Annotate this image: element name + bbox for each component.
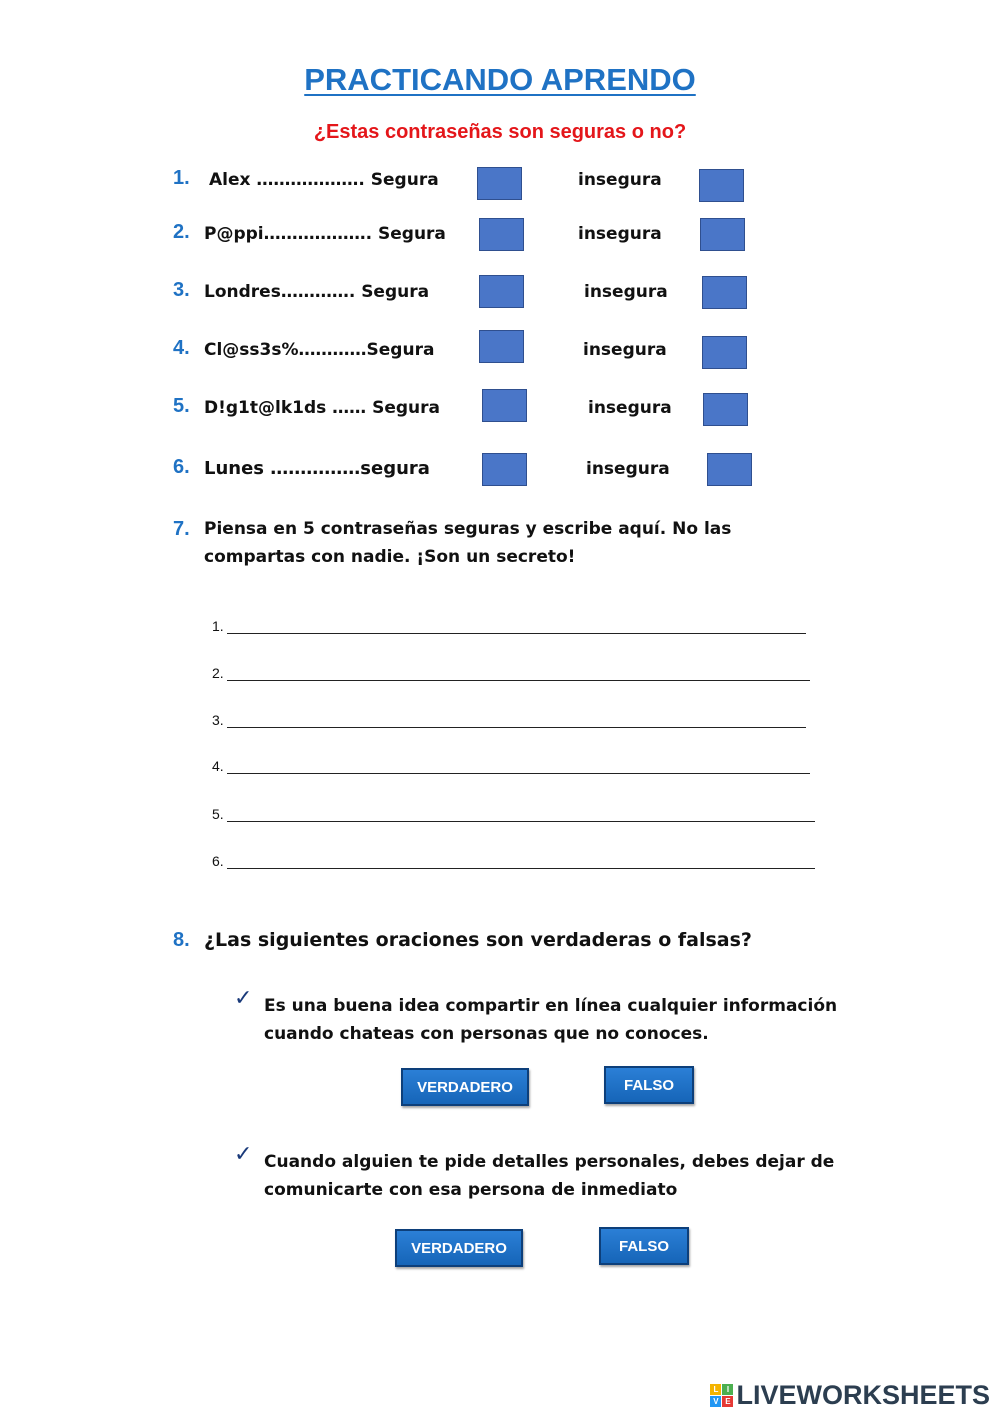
checkmark-icon: ✓ — [234, 1142, 253, 1167]
statement-2-line1: Cuando alguien te pide detalles personales, debes dejar de — [264, 1152, 835, 1172]
insecure-label: insegura — [584, 282, 668, 302]
page-title: PRACTICANDO APRENDO — [304, 62, 696, 97]
statement-2-line2: comunicarte con esa persona de inmediato — [264, 1180, 678, 1200]
question-7-line1: Piensa en 5 contraseñas seguras y escribe aquí. No las — [204, 519, 732, 539]
password-text: Londres…………. Segura — [204, 282, 430, 302]
logo-letter: V — [710, 1396, 721, 1407]
insecure-answer-box[interactable] — [703, 393, 748, 426]
item-number: 5. — [173, 395, 190, 417]
answer-line-number: 2. — [212, 665, 224, 681]
answer-line-number: 4. — [212, 758, 224, 774]
password-text: Lunes ……………segura — [204, 458, 430, 479]
insecure-label: insegura — [578, 224, 662, 244]
answer-line-rule[interactable] — [227, 668, 810, 681]
answer-line-number: 3. — [212, 712, 224, 728]
liveworksheets-brand — [710, 1380, 990, 1411]
brand-name: LIVEWORKSHEETS — [736, 1380, 990, 1410]
secure-answer-box[interactable] — [479, 218, 524, 251]
answer-line-rule[interactable] — [227, 856, 815, 869]
insecure-label: insegura — [578, 170, 662, 190]
password-text: P@ppi………………. Segura — [204, 224, 446, 244]
question-8-text: ¿Las siguientes oraciones son verdaderas o falsas? — [204, 929, 752, 951]
answer-line[interactable] — [212, 847, 815, 869]
insecure-answer-box[interactable] — [707, 453, 752, 486]
item-number: 7. — [173, 518, 190, 540]
insecure-answer-box[interactable] — [702, 336, 747, 369]
insecure-answer-box[interactable] — [700, 218, 745, 251]
item-number: 3. — [173, 279, 190, 301]
item-number: 1. — [173, 167, 190, 189]
secure-answer-box[interactable] — [482, 453, 527, 486]
statement-1 — [264, 992, 884, 1048]
insecure-answer-box[interactable] — [699, 169, 744, 202]
answer-line[interactable] — [212, 659, 810, 681]
question-7-text — [204, 515, 824, 571]
answer-line-rule[interactable] — [227, 809, 815, 822]
item-number: 2. — [173, 221, 190, 243]
answer-line-rule[interactable] — [227, 715, 806, 728]
falso-button[interactable]: FALSO — [604, 1066, 694, 1104]
answer-line[interactable] — [212, 706, 806, 728]
secure-answer-box[interactable] — [479, 330, 524, 363]
falso-button[interactable]: FALSO — [599, 1227, 689, 1265]
answer-line-number: 5. — [212, 806, 224, 822]
logo-letter: L — [710, 1384, 721, 1395]
question-7-line2: compartas con nadie. ¡Son un secreto! — [204, 547, 576, 567]
answer-line[interactable] — [212, 800, 815, 822]
password-text: Alex ………………. Segura — [209, 170, 439, 190]
statement-2 — [264, 1148, 884, 1204]
insecure-label: insegura — [583, 340, 667, 360]
password-text: Cl@ss3s%…………Segura — [204, 340, 435, 360]
item-number: 4. — [173, 337, 190, 359]
item-number: 8. — [173, 929, 190, 951]
statement-1-line1: Es una buena idea compartir en línea cualquier información — [264, 996, 838, 1016]
answer-line[interactable] — [212, 612, 806, 634]
answer-line-number: 1. — [212, 618, 224, 634]
verdadero-button[interactable]: VERDADERO — [401, 1068, 529, 1106]
liveworksheets-logo-icon — [710, 1384, 733, 1407]
insecure-label: insegura — [586, 459, 670, 479]
insecure-label: insegura — [588, 398, 672, 418]
answer-line-rule[interactable] — [227, 761, 810, 774]
logo-letter: E — [722, 1396, 733, 1407]
logo-letter: I — [722, 1384, 733, 1395]
answer-line-number: 6. — [212, 853, 224, 869]
secure-answer-box[interactable] — [477, 167, 522, 200]
answer-line[interactable] — [212, 752, 810, 774]
password-text: D!g1t@lk1ds …… Segura — [204, 398, 440, 418]
secure-answer-box[interactable] — [482, 389, 527, 422]
insecure-answer-box[interactable] — [702, 276, 747, 309]
page-subtitle: ¿Estas contraseñas son seguras o no? — [313, 121, 687, 143]
answer-line-rule[interactable] — [227, 621, 806, 634]
verdadero-button[interactable]: VERDADERO — [395, 1229, 523, 1267]
checkmark-icon: ✓ — [234, 986, 253, 1011]
statement-1-line2: cuando chateas con personas que no conoces. — [264, 1024, 709, 1044]
secure-answer-box[interactable] — [479, 275, 524, 308]
item-number: 6. — [173, 456, 190, 478]
